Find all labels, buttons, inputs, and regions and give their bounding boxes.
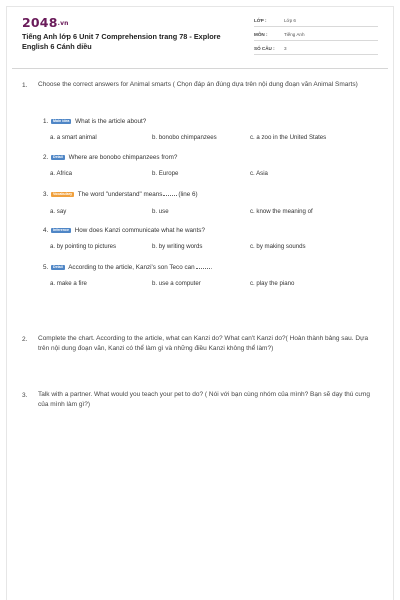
subquestion-2-option-c[interactable]: c. Asia bbox=[250, 170, 268, 177]
logo-suffix: .vn bbox=[57, 20, 69, 27]
site-logo[interactable] bbox=[22, 15, 69, 30]
subquestion-2 bbox=[43, 154, 177, 161]
document-page bbox=[6, 6, 394, 600]
subquestion-1-tag: Main idea bbox=[53, 119, 70, 124]
subquestion-5-tail: . bbox=[210, 264, 213, 271]
subquestion-1-option-a[interactable]: a. a smart animal bbox=[50, 134, 97, 141]
subquestion-4-option-a[interactable]: a. by pointing to pictures bbox=[50, 243, 117, 250]
subquestion-4-option-c[interactable]: c. by making sounds bbox=[250, 243, 306, 250]
meta-count-value: 3 bbox=[284, 46, 287, 51]
subquestion-2-option-a[interactable]: a. Africa bbox=[50, 170, 73, 177]
subquestion-4 bbox=[43, 227, 205, 234]
subquestion-5-number: 5. bbox=[43, 264, 49, 271]
meta-class-label: LỚP : bbox=[254, 18, 267, 23]
subquestion-1-option-b[interactable]: b. bonobo chimpanzees bbox=[152, 134, 217, 141]
meta-count-label: SỐ CÂU : bbox=[254, 46, 275, 51]
subquestion-5-option-a[interactable]: a. make a fire bbox=[50, 280, 87, 287]
subquestion-3-number: 3. bbox=[43, 191, 49, 198]
meta-class-value: Lớp 6 bbox=[284, 18, 296, 23]
logo-main: 2048 bbox=[22, 15, 58, 30]
meta-subject bbox=[254, 28, 378, 41]
subquestion-3 bbox=[43, 191, 198, 198]
answer-blank[interactable] bbox=[196, 268, 210, 269]
subquestion-2-tag: Detail bbox=[53, 155, 63, 160]
subquestion-5-text: According to the article, Kanzi's son Teco can bbox=[68, 264, 195, 271]
subquestion-4-text: How does Kanzi communicate what he wants? bbox=[74, 227, 205, 234]
subquestion-5 bbox=[43, 264, 212, 271]
question-1-text: Choose the correct answers for Animal smarts ( Chọn đáp án đúng dựa trên nội dung đoạn văn Animal Smarts) bbox=[38, 81, 358, 88]
subquestion-3-option-c[interactable]: c. know the meaning of bbox=[250, 208, 313, 215]
meta-subject-value: Tiếng Anh bbox=[284, 32, 305, 37]
answer-blank[interactable] bbox=[163, 195, 177, 196]
subquestion-1-number: 1. bbox=[43, 118, 49, 125]
subquestion-2-text: Where are bonobo chimpanzees from? bbox=[68, 154, 178, 161]
question-1-number: 1. bbox=[22, 82, 28, 89]
subquestion-3-tag: Vocabulary bbox=[53, 192, 73, 197]
meta-subject-label: MÔN : bbox=[254, 32, 268, 37]
header-divider bbox=[12, 68, 388, 69]
subquestion-1-option-c[interactable]: c. a zoo in the United States bbox=[250, 134, 327, 141]
subquestion-3-text: The word "understand" means bbox=[77, 191, 163, 198]
subquestion-4-tag: Inference bbox=[53, 228, 69, 233]
subquestion-5-option-c[interactable]: c. play the piano bbox=[250, 280, 295, 287]
meta-class bbox=[254, 14, 378, 27]
subquestion-2-number: 2. bbox=[43, 154, 49, 161]
subquestion-5-option-b[interactable]: b. use a computer bbox=[152, 280, 201, 287]
question-2-number: 2. bbox=[22, 336, 28, 343]
subquestion-1 bbox=[43, 118, 146, 125]
subquestion-2-option-b[interactable]: b. Europe bbox=[152, 170, 179, 177]
question-3-number: 3. bbox=[22, 392, 28, 399]
subquestion-1-text: What is the article about? bbox=[75, 118, 147, 125]
question-3-text: Talk with a partner. What would you teach your pet to do? ( Nói với bạn cùng nhóm của mình? Bạn sẽ dạy thú cưng của mình làm gì?) bbox=[38, 391, 370, 408]
meta-count bbox=[254, 42, 378, 55]
subquestion-3-option-a[interactable]: a. say bbox=[50, 208, 67, 215]
subquestion-3-tail: (line 6) bbox=[178, 191, 198, 198]
subquestion-3-option-b[interactable]: b. use bbox=[152, 208, 169, 215]
subquestion-4-number: 4. bbox=[43, 227, 49, 234]
page-title: Tiếng Anh lớp 6 Unit 7 Comprehension trang 78 - Explore English 6 Cánh diều bbox=[22, 32, 221, 51]
question-2-text: Complete the chart. According to the article, what can Kanzi do? What can't Kanzi do?( Hoàn thành bảng sau. Dựa trên nội dung đoạn văn, Kanzi có thể làm gì và những điều Kanzi không thể làm?) bbox=[38, 335, 369, 352]
subquestion-4-option-b[interactable]: b. by writing words bbox=[152, 243, 203, 250]
subquestion-5-tag: Detail bbox=[53, 265, 63, 270]
